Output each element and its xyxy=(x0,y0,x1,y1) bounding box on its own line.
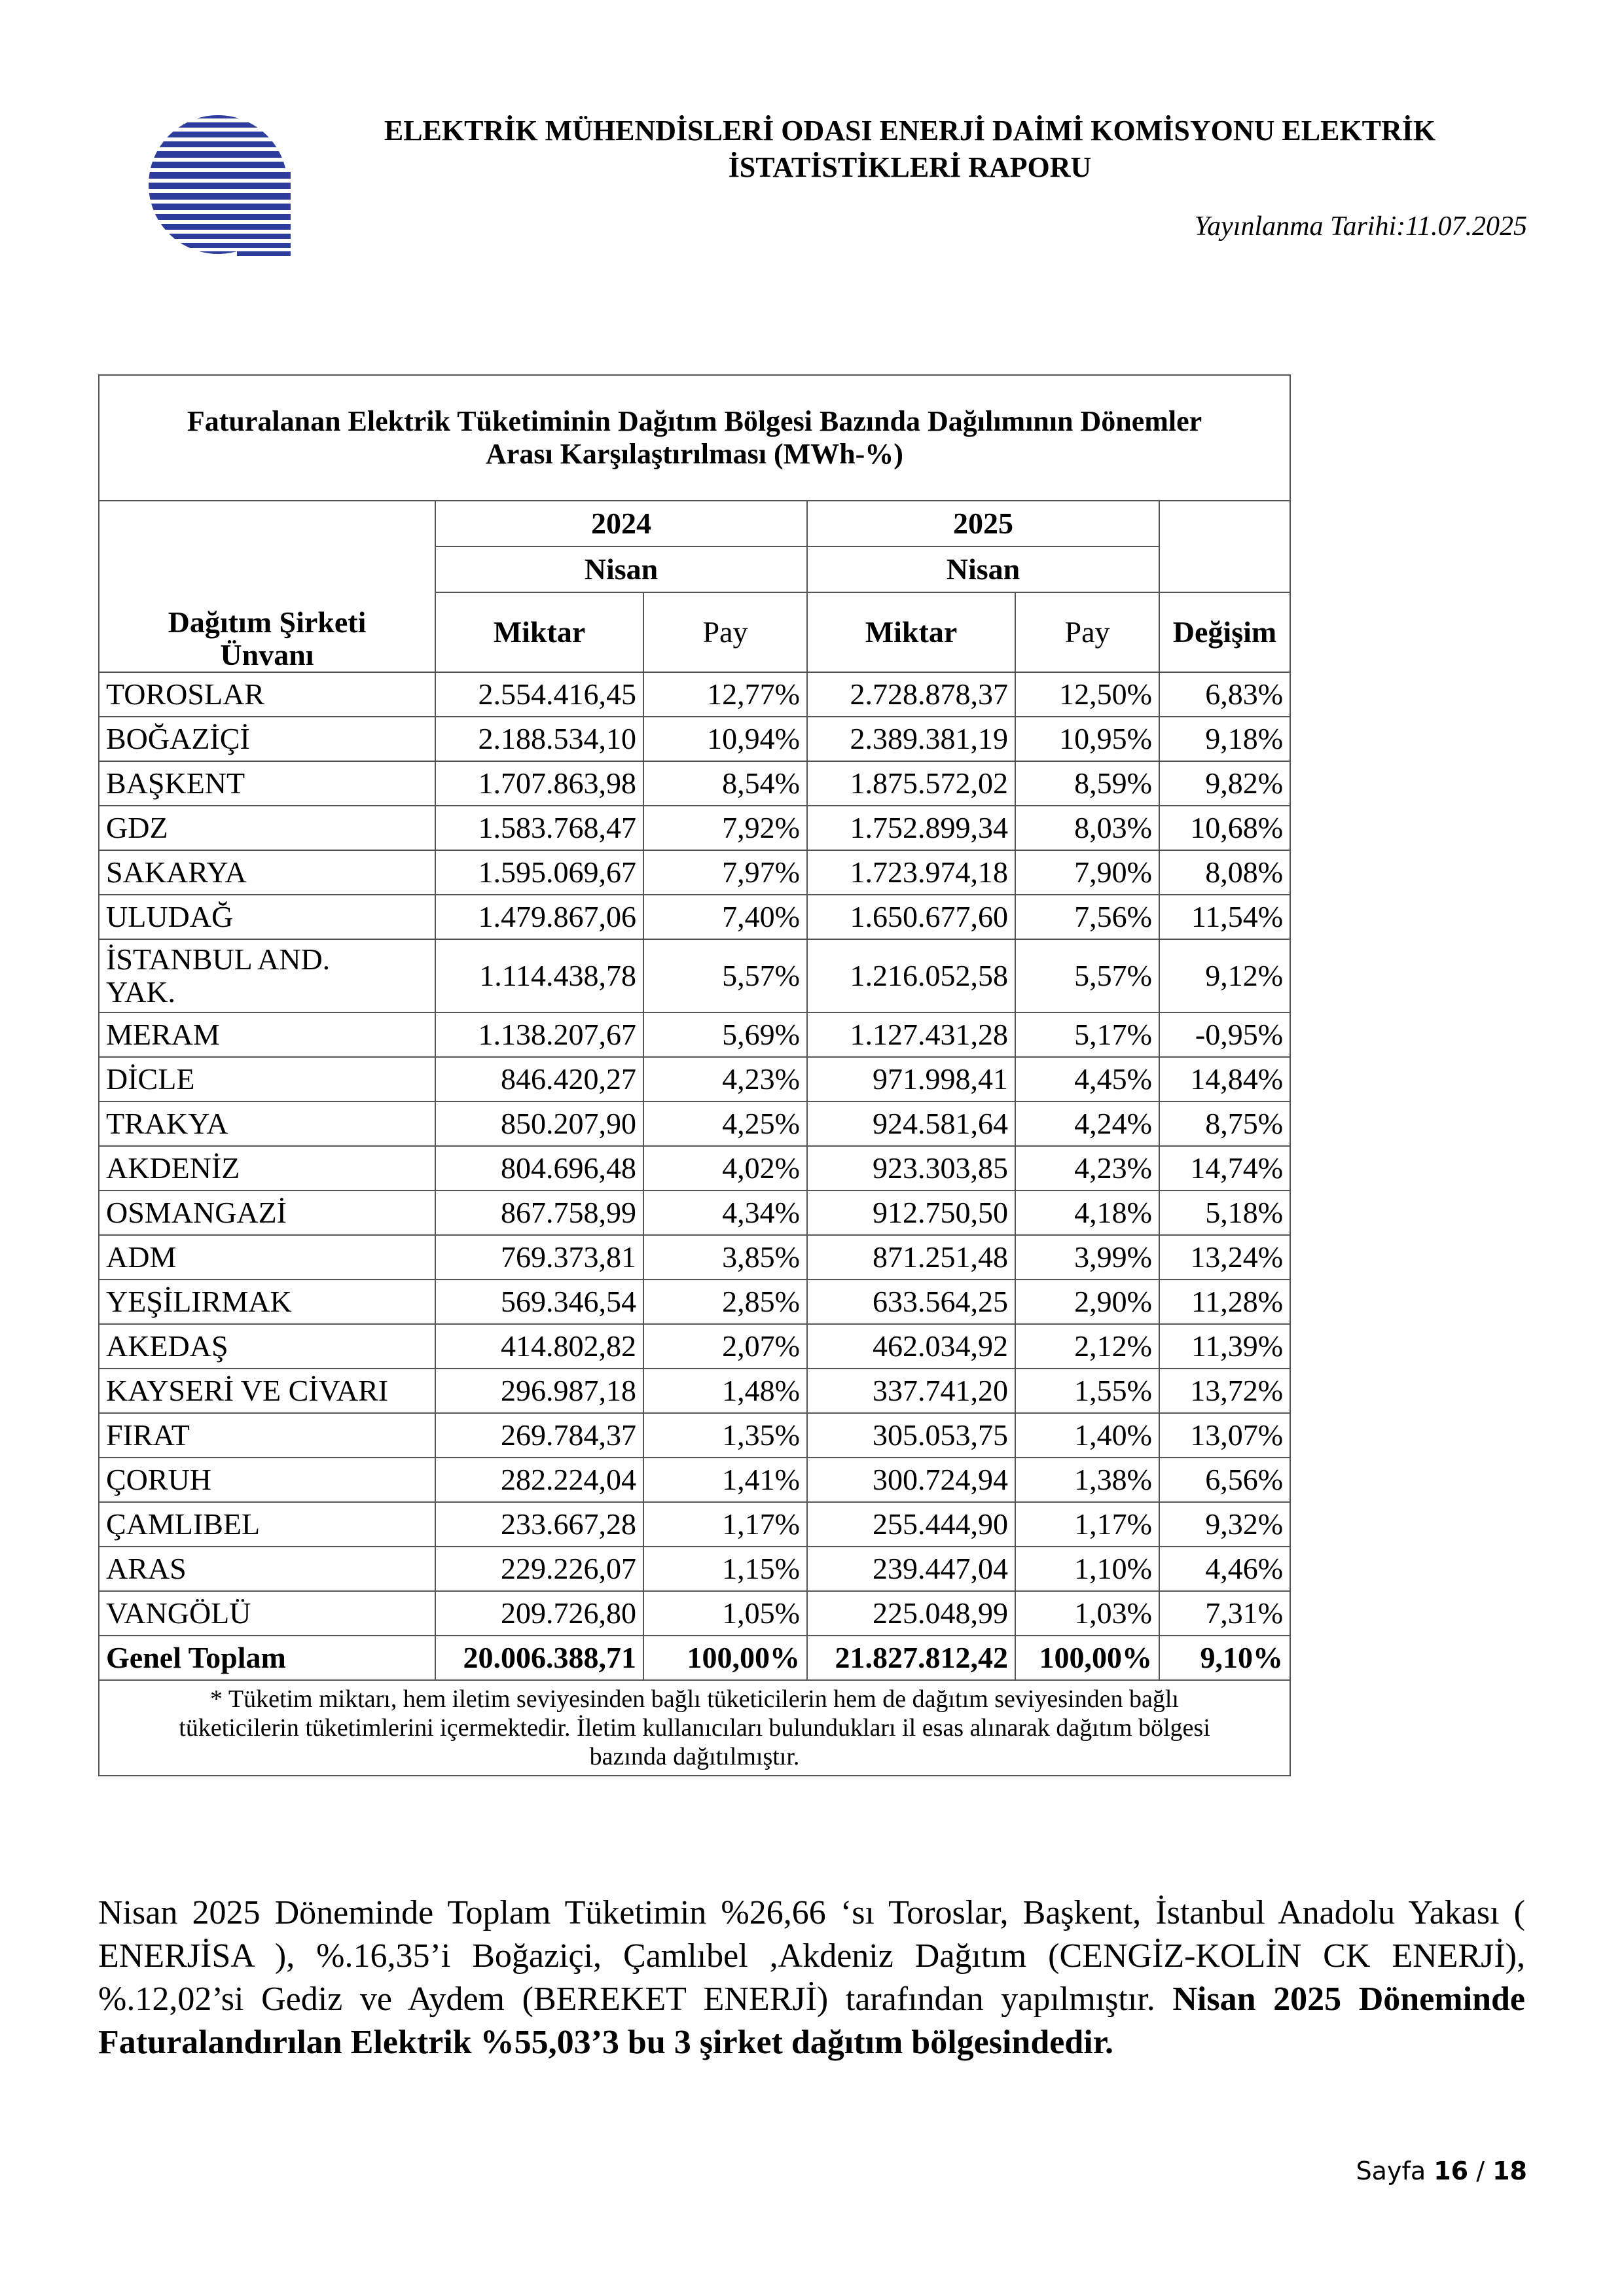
summary-text: Nisan 2025 Döneminde Toplam Tüketimin %26,66 ‘sı Toroslar, Başkent, İstanbul Anadolu Yakası ( ENERJİSA ), %.16,35’i Boğaziçi, Çamlıbel ,Akdeniz Dağıtım (CENGİZ-KOLİN CK ENERJİ), %.12,02’si Gediz ve Aydem (BEREKET ENERJİ) tarafından yapılmıştır. xyxy=(98,1894,1525,2018)
share-2025: 2,12% xyxy=(1015,1324,1159,1369)
share-2024: 1,05% xyxy=(643,1591,807,1636)
table-row xyxy=(99,1369,1290,1413)
company-name: ARAS xyxy=(99,1547,435,1591)
change-value: 5,18% xyxy=(1159,1191,1290,1235)
change-value: 9,12% xyxy=(1159,939,1290,1013)
share-2025: 8,03% xyxy=(1015,806,1159,850)
share-2025: 5,57% xyxy=(1015,939,1159,1013)
company-name: MERAM xyxy=(99,1013,435,1057)
total-share-2025: 100,00% xyxy=(1015,1636,1159,1680)
amount-2024: 2.554.416,45 xyxy=(435,672,643,717)
change-value: 9,32% xyxy=(1159,1502,1290,1547)
company-name-line1: İSTANBUL AND. xyxy=(106,942,331,976)
change-value: 8,08% xyxy=(1159,850,1290,895)
share-2025: 1,40% xyxy=(1015,1413,1159,1458)
table-footnote xyxy=(99,1680,1290,1776)
table-row xyxy=(99,1146,1290,1191)
share-2024: 4,02% xyxy=(643,1146,807,1191)
change-value: 14,84% xyxy=(1159,1057,1290,1102)
table-title-line1: Faturalanan Elektrik Tüketiminin Dağıtım Bölgesi Bazında Dağılımının Dönemler xyxy=(187,405,1202,437)
change-value: 6,83% xyxy=(1159,672,1290,717)
table-row xyxy=(99,1458,1290,1502)
share-2024: 1,15% xyxy=(643,1547,807,1591)
share-2024: 7,40% xyxy=(643,895,807,939)
share-2024: 12,77% xyxy=(643,672,807,717)
table-row xyxy=(99,1502,1290,1547)
company-name: TOROSLAR xyxy=(99,672,435,717)
amount-2024: 846.420,27 xyxy=(435,1057,643,1102)
amount-2024: 1.707.863,98 xyxy=(435,761,643,806)
change-value: 13,72% xyxy=(1159,1369,1290,1413)
share-2024: 5,69% xyxy=(643,1013,807,1057)
share-2024-header: Pay xyxy=(643,592,807,672)
share-2025: 4,23% xyxy=(1015,1146,1159,1191)
change-value: 13,07% xyxy=(1159,1413,1290,1458)
amount-2025: 255.444,90 xyxy=(807,1502,1015,1547)
table-row xyxy=(99,1413,1290,1458)
footnote-line3: bazında dağıtılmıştır. xyxy=(589,1743,800,1770)
company-name-header-line2: Ünvanı xyxy=(220,638,314,672)
amount-2025: 462.034,92 xyxy=(807,1324,1015,1369)
total-amount-2024: 20.006.388,71 xyxy=(435,1636,643,1680)
company-name: BAŞKENT xyxy=(99,761,435,806)
consumption-table xyxy=(98,374,1291,1776)
amount-2025: 1.723.974,18 xyxy=(807,850,1015,895)
share-2024: 1,35% xyxy=(643,1413,807,1458)
share-2025: 2,90% xyxy=(1015,1280,1159,1324)
amount-2025: 971.998,41 xyxy=(807,1057,1015,1102)
share-2025: 4,24% xyxy=(1015,1102,1159,1146)
amount-2024: 2.188.534,10 xyxy=(435,717,643,761)
share-2024: 7,92% xyxy=(643,806,807,850)
report-title xyxy=(340,113,1479,186)
total-share-2024: 100,00% xyxy=(643,1636,807,1680)
amount-2024: 1.479.867,06 xyxy=(435,895,643,939)
share-2025: 7,90% xyxy=(1015,850,1159,895)
table-row xyxy=(99,717,1290,761)
share-2024: 3,85% xyxy=(643,1235,807,1280)
page-total: 18 xyxy=(1492,2157,1527,2185)
company-name: DİCLE xyxy=(99,1057,435,1102)
amount-2024: 414.802,82 xyxy=(435,1324,643,1369)
change-value: -0,95% xyxy=(1159,1013,1290,1057)
share-2024: 2,07% xyxy=(643,1324,807,1369)
share-2025: 1,17% xyxy=(1015,1502,1159,1547)
share-2025: 10,95% xyxy=(1015,717,1159,761)
total-amount-2025: 21.827.812,42 xyxy=(807,1636,1015,1680)
amount-2024: 282.224,04 xyxy=(435,1458,643,1502)
share-2025: 8,59% xyxy=(1015,761,1159,806)
month-2025-header: Nisan xyxy=(807,547,1159,592)
company-name: ULUDAĞ xyxy=(99,895,435,939)
company-name: ADM xyxy=(99,1235,435,1280)
footnote-line2: tüketicilerin tüketimlerini içermektedir. İletim kullanıcıları bulundukları il esas alınarak dağıtım bölgesi xyxy=(179,1714,1210,1742)
change-value: 11,39% xyxy=(1159,1324,1290,1369)
table-row xyxy=(99,1280,1290,1324)
share-2024: 10,94% xyxy=(643,717,807,761)
amount-2024: 1.138.207,67 xyxy=(435,1013,643,1057)
total-change: 9,10% xyxy=(1159,1636,1290,1680)
share-2025: 12,50% xyxy=(1015,672,1159,717)
report-title-line1: ELEKTRİK MÜHENDİSLERİ ODASI ENERJİ DAİMİ KOMİSYONU ELEKTRİK xyxy=(384,115,1436,147)
amount-2024: 569.346,54 xyxy=(435,1280,643,1324)
share-2024: 8,54% xyxy=(643,761,807,806)
amount-2024: 1.595.069,67 xyxy=(435,850,643,895)
amount-2025: 912.750,50 xyxy=(807,1191,1015,1235)
amount-2025: 1.216.052,58 xyxy=(807,939,1015,1013)
total-label: Genel Toplam xyxy=(99,1636,435,1680)
page-current: 16 xyxy=(1434,2157,1469,2185)
amount-2025-header: Miktar xyxy=(807,592,1015,672)
amount-2025: 923.303,85 xyxy=(807,1146,1015,1191)
change-value: 6,56% xyxy=(1159,1458,1290,1502)
change-value: 11,28% xyxy=(1159,1280,1290,1324)
table-row xyxy=(99,761,1290,806)
company-name: YEŞİLIRMAK xyxy=(99,1280,435,1324)
table-row xyxy=(99,1591,1290,1636)
footnote-line1: * Tüketim miktarı, hem iletim seviyesinden bağlı tüketicilerin hem de dağıtım seviyesinden bağlı xyxy=(210,1685,1179,1713)
month-2024-header: Nisan xyxy=(435,547,807,592)
company-name: KAYSERİ VE CİVARI xyxy=(99,1369,435,1413)
year-2024-header: 2024 xyxy=(435,501,807,547)
share-2025: 5,17% xyxy=(1015,1013,1159,1057)
amount-2025: 225.048,99 xyxy=(807,1591,1015,1636)
amount-2024: 229.226,07 xyxy=(435,1547,643,1591)
share-2024: 1,17% xyxy=(643,1502,807,1547)
amount-2025: 305.053,75 xyxy=(807,1413,1015,1458)
company-name: TRAKYA xyxy=(99,1102,435,1146)
share-2024: 1,41% xyxy=(643,1458,807,1502)
share-2024: 4,25% xyxy=(643,1102,807,1146)
total-row xyxy=(99,1636,1290,1680)
page-separator: / xyxy=(1476,2157,1485,2185)
amount-2025: 1.650.677,60 xyxy=(807,895,1015,939)
table-row xyxy=(99,1235,1290,1280)
change-header: Değişim xyxy=(1159,592,1290,672)
amount-2024: 233.667,28 xyxy=(435,1502,643,1547)
share-2024: 7,97% xyxy=(643,850,807,895)
amount-2025: 1.752.899,34 xyxy=(807,806,1015,850)
share-2025: 1,55% xyxy=(1015,1369,1159,1413)
change-value: 14,74% xyxy=(1159,1146,1290,1191)
company-name: AKDENİZ xyxy=(99,1146,435,1191)
share-2024: 4,34% xyxy=(643,1191,807,1235)
table-row xyxy=(99,895,1290,939)
table-row xyxy=(99,1013,1290,1057)
table-row xyxy=(99,806,1290,850)
change-value: 10,68% xyxy=(1159,806,1290,850)
change-value: 9,82% xyxy=(1159,761,1290,806)
company-name: OSMANGAZİ xyxy=(99,1191,435,1235)
amount-2025: 2.728.878,37 xyxy=(807,672,1015,717)
company-name-header-line1: Dağıtım Şirketi xyxy=(168,605,367,639)
change-value: 11,54% xyxy=(1159,895,1290,939)
page-label: Sayfa xyxy=(1356,2157,1426,2185)
company-name xyxy=(99,939,435,1013)
company-name: VANGÖLÜ xyxy=(99,1591,435,1636)
share-2025: 4,18% xyxy=(1015,1191,1159,1235)
amount-2025: 1.875.572,02 xyxy=(807,761,1015,806)
blank-header-cell xyxy=(1159,501,1290,592)
amount-2024: 269.784,37 xyxy=(435,1413,643,1458)
share-2025: 1,10% xyxy=(1015,1547,1159,1591)
amount-2024: 1.583.768,47 xyxy=(435,806,643,850)
company-name: ÇAMLIBEL xyxy=(99,1502,435,1547)
table-title xyxy=(99,375,1290,501)
change-value: 8,75% xyxy=(1159,1102,1290,1146)
summary-paragraph xyxy=(98,1892,1525,2064)
share-2024: 5,57% xyxy=(643,939,807,1013)
share-2025: 1,03% xyxy=(1015,1591,1159,1636)
table-row xyxy=(99,1057,1290,1102)
publication-date: Yayınlanma Tarihi:11.07.2025 xyxy=(1194,211,1527,242)
share-2025: 4,45% xyxy=(1015,1057,1159,1102)
amount-2025: 871.251,48 xyxy=(807,1235,1015,1280)
page-number xyxy=(1356,2157,1527,2185)
table-row xyxy=(99,1191,1290,1235)
amount-2024: 804.696,48 xyxy=(435,1146,643,1191)
amount-2024: 850.207,90 xyxy=(435,1102,643,1146)
table-row xyxy=(99,939,1290,1013)
summary-bold-text: Nisan 2025 Döneminde Faturalandırılan Elektrik %55,03’3 bu 3 şirket dağıtım bölgesindedir. xyxy=(98,1981,1525,2061)
amount-2024: 867.758,99 xyxy=(435,1191,643,1235)
amount-2024-header: Miktar xyxy=(435,592,643,672)
change-value: 9,18% xyxy=(1159,717,1290,761)
emo-logo xyxy=(145,111,291,258)
change-value: 13,24% xyxy=(1159,1235,1290,1280)
table-row xyxy=(99,1324,1290,1369)
amount-2024: 209.726,80 xyxy=(435,1591,643,1636)
company-name: ÇORUH xyxy=(99,1458,435,1502)
amount-2024: 769.373,81 xyxy=(435,1235,643,1280)
amount-2025: 337.741,20 xyxy=(807,1369,1015,1413)
share-2024: 2,85% xyxy=(643,1280,807,1324)
change-value: 7,31% xyxy=(1159,1591,1290,1636)
company-name: SAKARYA xyxy=(99,850,435,895)
amount-2025: 2.389.381,19 xyxy=(807,717,1015,761)
amount-2025: 239.447,04 xyxy=(807,1547,1015,1591)
company-name: AKEDAŞ xyxy=(99,1324,435,1369)
change-value: 4,46% xyxy=(1159,1547,1290,1591)
year-2025-header: 2025 xyxy=(807,501,1159,547)
table-row xyxy=(99,672,1290,717)
share-2024: 4,23% xyxy=(643,1057,807,1102)
amount-2024: 296.987,18 xyxy=(435,1369,643,1413)
share-2025-header: Pay xyxy=(1015,592,1159,672)
company-name-line2: YAK. xyxy=(106,975,176,1009)
amount-2025: 924.581,64 xyxy=(807,1102,1015,1146)
company-name: FIRAT xyxy=(99,1413,435,1458)
amount-2025: 300.724,94 xyxy=(807,1458,1015,1502)
table-row xyxy=(99,1102,1290,1146)
share-2025: 7,56% xyxy=(1015,895,1159,939)
report-title-line2: İSTATİSTİKLERİ RAPORU xyxy=(728,151,1092,183)
amount-2025: 633.564,25 xyxy=(807,1280,1015,1324)
share-2025: 1,38% xyxy=(1015,1458,1159,1502)
table-title-line2: Arası Karşılaştırılması (MWh-%) xyxy=(486,438,903,470)
share-2024: 1,48% xyxy=(643,1369,807,1413)
company-name: BOĞAZİÇİ xyxy=(99,717,435,761)
share-2025: 3,99% xyxy=(1015,1235,1159,1280)
amount-2024: 1.114.438,78 xyxy=(435,939,643,1013)
company-name-header xyxy=(99,501,435,672)
table-row xyxy=(99,1547,1290,1591)
table-row xyxy=(99,850,1290,895)
company-name: GDZ xyxy=(99,806,435,850)
amount-2025: 1.127.431,28 xyxy=(807,1013,1015,1057)
